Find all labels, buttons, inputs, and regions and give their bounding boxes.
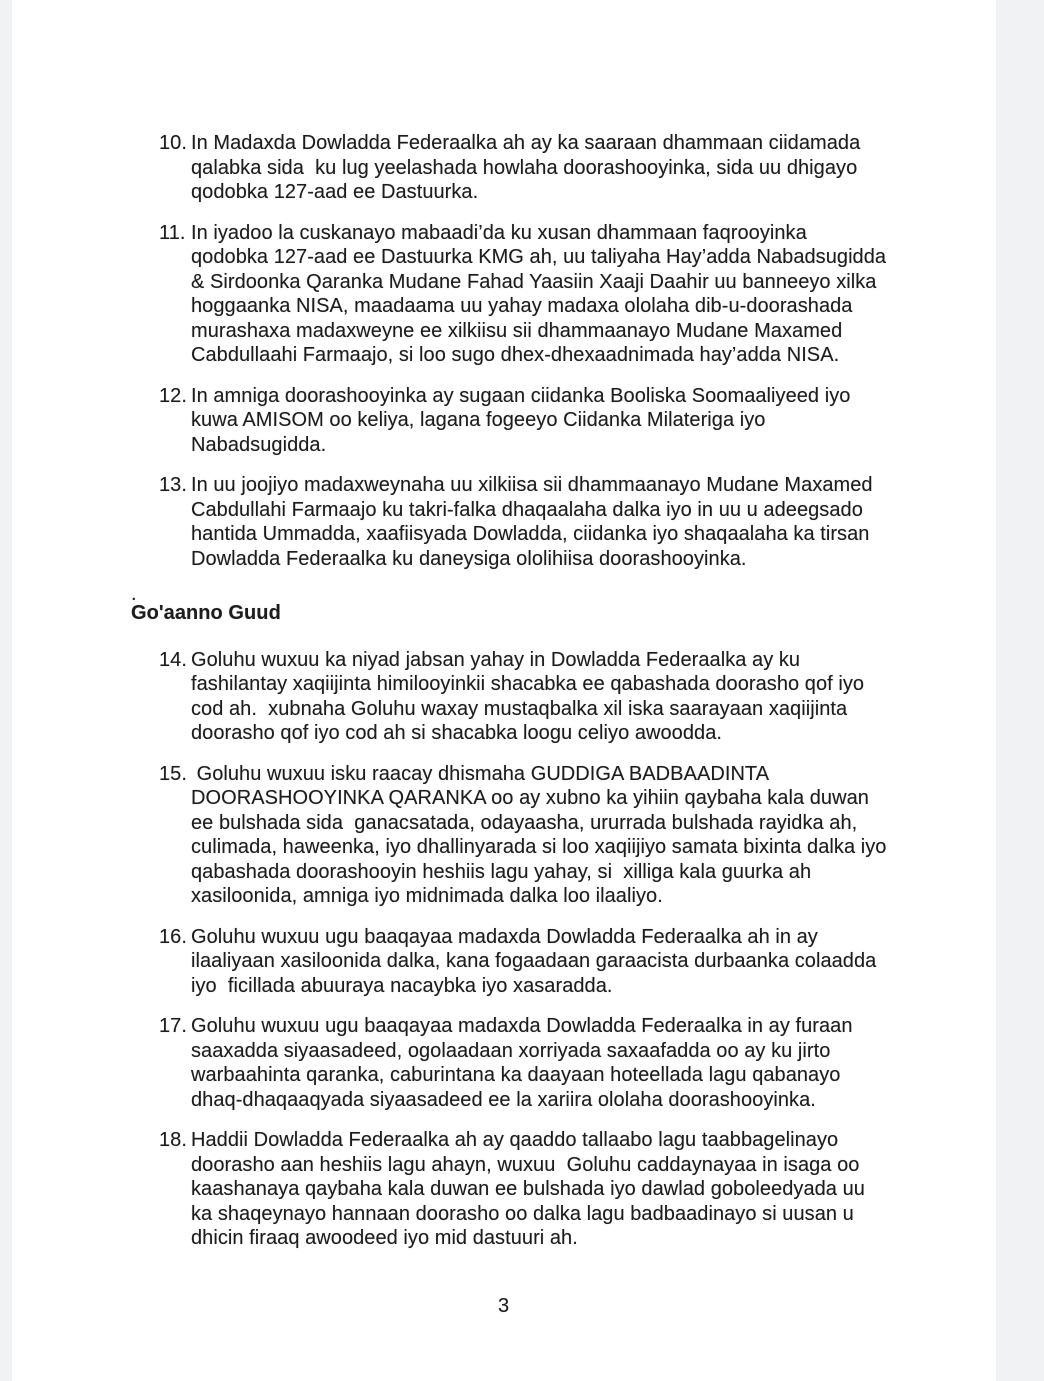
text-line: qalabka sida ku lug yeelashada howlaha doorashooyinka, sida uu dhigayo — [191, 156, 858, 179]
text-line: Goluhu wuxuu ugu baaqayaa madaxda Dowladda Federaalka in ay furaan — [191, 1015, 853, 1037]
stray-period: . — [131, 583, 137, 605]
text-line: fashilantay xaqiijinta himilooyinkii shacabka ee qabashada doorasho qof iyo — [191, 673, 865, 695]
list-item-number: 16. — [159, 925, 187, 948]
list-item — [159, 473, 956, 571]
text-line: hoggaanka NISA, maadaama uu yahay madaxa ololaha dib-u-doorashada — [191, 295, 853, 317]
text-line: In iyadoo la cuskanayo mabaadi’da ku xusan dhammaan faqrooyinka — [191, 221, 807, 244]
list-item-text — [191, 473, 956, 571]
list-item-text — [191, 221, 956, 368]
text-line: qabashada doorashooyin heshiis lagu yahay, si xilliga kala guurka ah — [191, 860, 812, 883]
text-line: warbaahinta qaranka, caburintana ka daayaan hoteellada lagu qabanayo — [191, 1064, 841, 1086]
page-number: 3 — [498, 1294, 510, 1317]
list-item — [159, 648, 956, 746]
numbered-list-items-10-13 — [131, 131, 956, 571]
list-item-number: 18. — [159, 1129, 187, 1151]
list-item-number: 12. — [159, 384, 187, 407]
text-line: dhicin firaaq awoodeed iyo mid dastuuri ah. — [191, 1227, 578, 1249]
text-line: In uu joojiyo madaxweynaha uu xilkiisa sii dhammaanayo Mudane Maxamed — [191, 474, 873, 496]
text-line: cod ah. xubnaha Goluhu waxay mustaqbalka xil iska saarayaan xaqiijinta — [191, 697, 848, 720]
list-item-text — [191, 925, 956, 999]
text-line: qodobka 127-aad ee Dastuurka. — [191, 181, 479, 203]
list-item-number: 11. — [159, 221, 186, 244]
text-line: saaxadda siyaasadeed, ogolaadaan xorriyada saxaafadda oo ay ku jirto — [191, 1039, 831, 1062]
list-item-number: 13. — [159, 474, 187, 496]
list-item — [159, 925, 956, 999]
text-line: murashaxa madaxweyne ee xilkiisu sii dhammaanayo Mudane Maxamed — [191, 319, 843, 342]
text-line: iyo ficillada abuuraya nacaybka iyo xasaradda. — [191, 974, 613, 997]
text-line: ka shaqeynayo hannaan doorasho oo dalka lagu badbaadinayo si uusan u — [191, 1202, 854, 1225]
text-line: Nabadsugidda. — [191, 433, 327, 456]
text-line: Goluhu wuxuu ugu baaqayaa madaxda Dowladda Federaalka ah in ay — [191, 925, 818, 948]
text-line: ee bulshada sida ganacsatada, odayaasha, ururrada bulshada rayidka ah, — [191, 811, 858, 834]
text-line: doorasho qof iyo cod ah si shacabka loogu celiyo awoodda. — [191, 722, 722, 744]
document-page — [12, 0, 996, 1381]
text-line: Goluhu wuxuu ka niyad jabsan yahay in Dowladda Federaalka ay ku — [191, 648, 801, 671]
list-item-number: 15. — [159, 762, 187, 785]
text-line: Cabdullaahi Farmaajo, si loo sugo dhex-dhexaadnimada hay’adda NISA. — [191, 344, 840, 366]
list-item-text — [191, 131, 956, 205]
list-item-number: 17. — [159, 1015, 187, 1037]
text-line: Goluhu wuxuu isku raacay dhismaha GUDDIGA BADBAADINTA — [191, 762, 770, 785]
list-item-number: 10. — [159, 132, 187, 154]
list-item-text — [191, 762, 956, 909]
text-line: kaashanaya qaybaha kala duwan ee bulshada iyo dawlad goboleedyada uu — [191, 1178, 865, 1200]
text-line: In amniga doorashooyinka ay sugaan ciidanka Booliska Soomaaliyeed iyo — [191, 384, 851, 407]
text-line: In Madaxda Dowladda Federaalka ah ay ka saaraan dhammaan ciidamada — [191, 132, 861, 154]
list-item — [159, 1128, 956, 1251]
text-line: & Sirdoonka Qaranka Mudane Fahad Yaasiin Xaaji Daahir uu banneeyo xilka — [191, 270, 877, 293]
list-item-text — [191, 1014, 956, 1112]
text-line: Haddii Dowladda Federaalka ah ay qaaddo tallaabo lagu taabbagelinayo — [191, 1129, 839, 1151]
list-item — [159, 384, 956, 458]
text-line: DOORASHOOYINKA QARANKA oo ay xubno ka yihiin qaybaha kala duwan — [191, 787, 869, 809]
list-item-text — [191, 1128, 956, 1251]
text-line: culimada, haweenka, iyo dhallinyarada si loo xaqiijiyo samata bixinta dalka iyo — [191, 836, 887, 858]
list-item-text — [191, 648, 956, 746]
text-line: doorasho aan heshiis lagu ahayn, wuxuu Goluhu caddaynayaa in isaga oo — [191, 1153, 860, 1176]
list-item-number: 14. — [159, 648, 187, 671]
numbered-list-items-14-18 — [131, 648, 956, 1251]
text-line: qodobka 127-aad ee Dastuurka KMG ah, uu taliyaha Hay’adda Nabadsugidda — [191, 246, 887, 268]
text-line: Dowladda Federaalka ku daneysiga ololihiisa doorashooyinka. — [191, 547, 747, 570]
text-line: kuwa AMISOM oo keliya, lagana fogeeyo Ciidanka Milateriga iyo — [191, 409, 766, 431]
text-line: Cabdullahi Farmaajo ku takri-falka dhaqaalaha dalka iyo in uu u adeegsado — [191, 498, 863, 521]
text-line: xasiloonida, amniga iyo midnimada dalka loo ilaaliyo. — [191, 885, 663, 907]
list-item-text — [191, 384, 956, 458]
text-line: dhaq-dhaqaaqyada siyaasadeed ee la xariira ololaha doorashooyinka. — [191, 1088, 816, 1111]
section-heading: Go'aanno Guud — [131, 602, 281, 624]
text-line: ilaaliyaan xasiloonida dalka, kana fogaadaan garaacista durbaanka colaadda — [191, 950, 877, 972]
list-item — [159, 1014, 956, 1112]
list-item — [159, 131, 956, 205]
list-item — [159, 221, 956, 368]
page-content — [12, 0, 996, 1318]
text-line: hantida Ummadda, xaafiisyada Dowladda, ciidanka iyo shaqaalaha ka tirsan — [191, 523, 870, 545]
list-item — [159, 762, 956, 909]
